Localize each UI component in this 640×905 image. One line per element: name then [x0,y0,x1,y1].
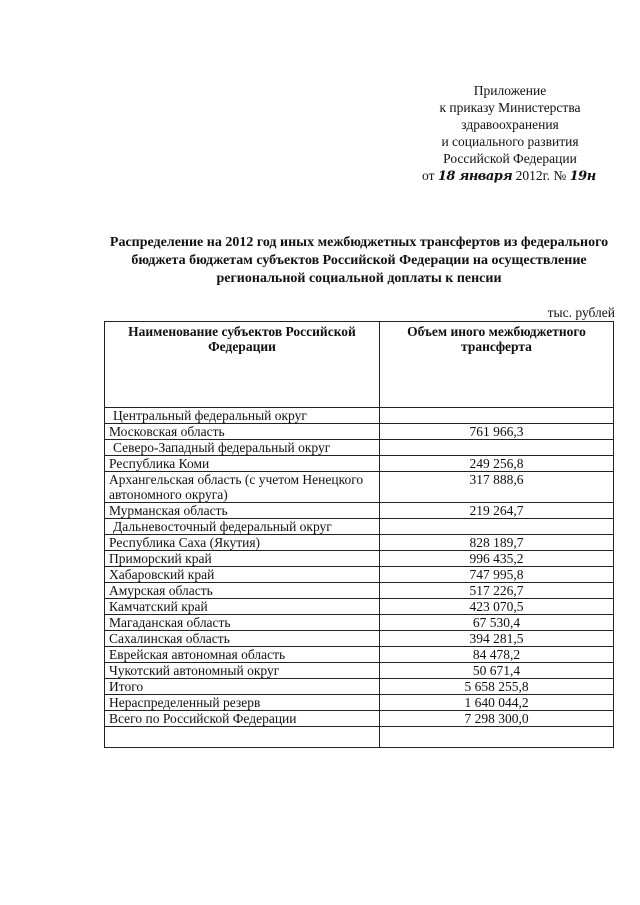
transfer-amount: 7 298 300,0 [380,711,614,727]
region-name: Дальневосточный федеральный округ [105,519,380,535]
table-row [105,647,614,663]
transfer-amount: 423 070,5 [380,599,614,615]
handwritten-order-number: 19н [569,169,596,184]
transfers-table [104,321,614,748]
order-date-line [400,167,620,185]
region-row [105,440,614,456]
table-row [105,551,614,567]
transfer-amount: 317 888,6 [380,472,614,503]
appendix-line: Российской Федерации [443,151,577,166]
table-row [105,583,614,599]
table-row [105,631,614,647]
subject-name: Камчатский край [105,599,380,615]
table-row [105,503,614,519]
region-name: Центральный федеральный округ [105,408,380,424]
subject-name: Нераспределенный резерв [105,695,380,711]
table-empty-row [105,727,614,748]
table-row [105,456,614,472]
transfer-amount [380,408,614,424]
subject-name: Амурская область [105,583,380,599]
subject-name: Мурманская область [105,503,380,519]
table-row [105,679,614,695]
transfer-amount: 517 226,7 [380,583,614,599]
subject-name: Магаданская область [105,615,380,631]
region-row [105,408,614,424]
table-row [105,599,614,615]
table-row [105,567,614,583]
handwritten-date: 18 января [437,169,513,184]
appendix-line: здравоохранения [461,117,559,132]
transfer-amount: 996 435,2 [380,551,614,567]
transfer-amount: 67 530,4 [380,615,614,631]
table-header-row [105,322,614,408]
empty-cell [380,727,614,748]
transfer-amount: 761 966,3 [380,424,614,440]
transfer-amount: 84 478,2 [380,647,614,663]
region-name: Северо-Западный федеральный округ [105,440,380,456]
transfer-amount: 5 658 255,8 [380,679,614,695]
subject-name: Хабаровский край [105,567,380,583]
subject-name: Чукотский автономный округ [105,663,380,679]
region-row [105,519,614,535]
table-row [105,711,614,727]
table-row [105,535,614,551]
transfer-amount: 747 995,8 [380,567,614,583]
transfer-amount: 394 281,5 [380,631,614,647]
column-header-amount: Объем иного межбюджетного трансферта [380,322,614,408]
subject-name: Архангельская область (с учетом Ненецкого автономного округа) [105,472,380,503]
column-header-subject: Наименование субъектов Российской Федерации [105,322,380,408]
table-row [105,695,614,711]
subject-name: Еврейская автономная область [105,647,380,663]
empty-cell [105,727,380,748]
table-row [105,615,614,631]
document-title: Распределение на 2012 год иных межбюджетных трансфертов из федерального бюджета бюджетам субъектов Российской Федерации на осуществление региональной социальной доплаты к пенсии [109,235,609,286]
number-prefix: № [553,168,567,183]
subject-name: Республика Коми [105,456,380,472]
date-prefix: от [422,168,435,183]
subject-name: Всего по Российской Федерации [105,711,380,727]
units-label: тыс. рублей [547,305,615,320]
transfer-amount: 249 256,8 [380,456,614,472]
appendix-line: Приложение [473,83,547,98]
transfer-amount: 50 671,4 [380,663,614,679]
table-row [105,424,614,440]
table-body [105,408,614,727]
subject-name: Республика Саха (Якутия) [105,535,380,551]
subject-name: Итого [105,679,380,695]
subject-name: Московская область [105,424,380,440]
table-row [105,472,614,503]
table-row [105,663,614,679]
transfer-amount: 1 640 044,2 [380,695,614,711]
order-year: 2012г. [515,168,550,183]
transfer-amount [380,440,614,456]
transfer-amount [380,519,614,535]
appendix-line: к приказу Министерства [439,100,581,115]
appendix-header [400,82,620,185]
appendix-line: и социального развития [441,134,579,149]
transfer-amount: 219 264,7 [380,503,614,519]
subject-name: Сахалинская область [105,631,380,647]
transfer-amount: 828 189,7 [380,535,614,551]
subject-name: Приморский край [105,551,380,567]
